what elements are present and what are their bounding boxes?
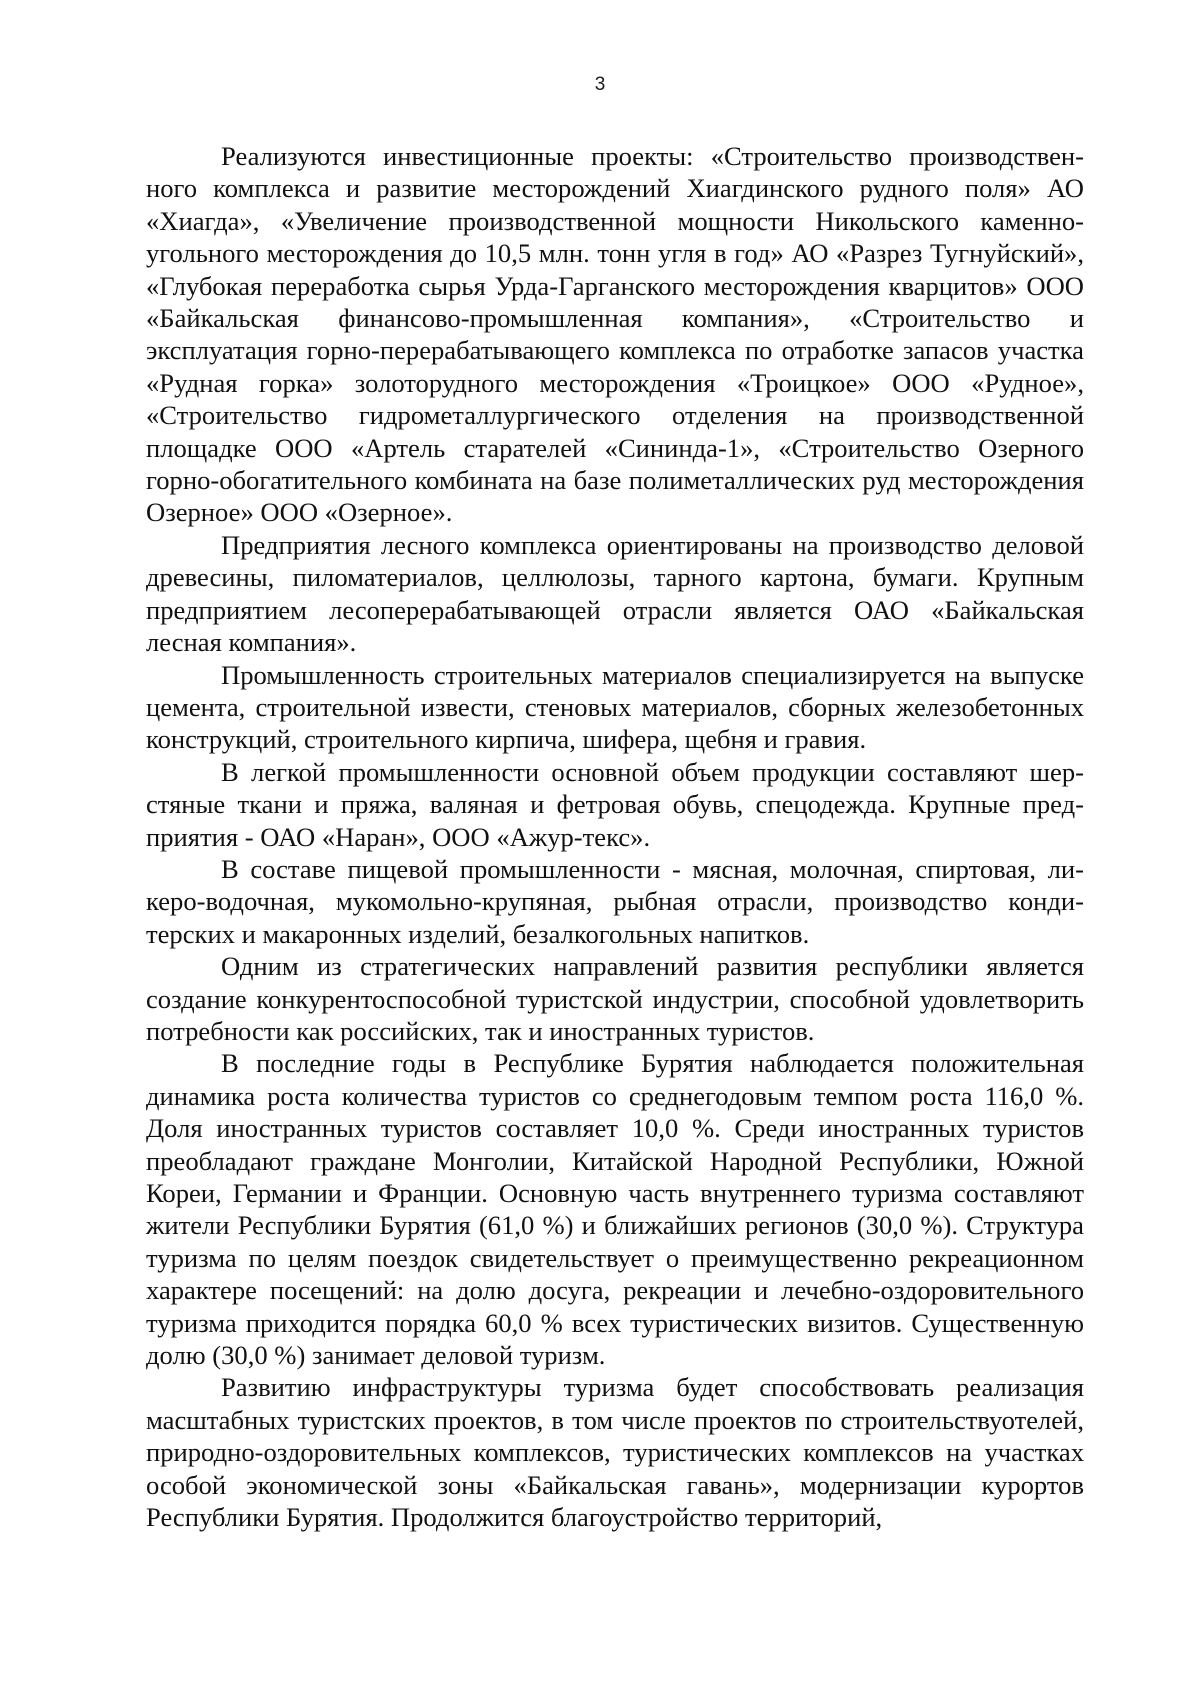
- page-number: 3: [594, 74, 606, 95]
- paragraph-tourism-infrastructure: Развитию инфраструктуры туризма будет способствовать реализация масштабных туристских проектов, в том числе проектов по строительствуотелей, природно-оздоровительных комплексов, туристических комплексов на участках особой экономической зоны «Байкальская гавань», модернизации курортов Республики Бурятия. Продолжится благоустройство территорий,: [146, 1372, 1084, 1533]
- paragraph-tourism-dynamics: В последние годы в Республике Бурятия наблюдается положительная динамика роста количества туристов со среднегодовым темпом роста 116,0 %. Доля иностранных туристов составляет 10,0 %. Среди иностранных туристов преобладают граждане Монголии, Китайской Народной Республики, Южной Кореи, Германии и Франции. Основную часть внутреннего туризма составляют жители Республики Бурятия (61,0 %) и ближайших регионов (30,0 %). Структура туризма по целям поездок свидетельствует о преимущественно рекреационном характере посещений: на долю досуга, рекреации и лечебно-оздоровительного туризма приходится порядка 60,0 % всех туристических визитов. Существенную долю (30,0 %) занимает деловой туризм.: [146, 1048, 1084, 1371]
- paragraph-investment-projects: Реализуются инвестиционные проекты: «Строительство производственного комплекса и развитие месторождений Хиагдинского рудного поля» АО «Хиагда», «Увеличение производственной мощности Никольского каменноугольного месторождения до 10,5 млн. тонн угля в год» АО «Разрез Тугнуйский», «Глубокая переработка сырья Урда-Гарганского месторождения кварцитов» ООО «Байкальская финансово-промышленная компания», «Строительство и эксплуатация горно-перерабатывающего комплекса по отработке запасов участка «Рудная горка» золоторудного месторождения «Троицкое» ООО «Рудное», «Строительство гидрометаллургического отделения на производственной площадке ООО «Артель старателей «Сининда-1», «Строительство Озерного горно-обогатительного комбината на базе полиметаллических руд месторождения Озерное» ООО «Озерное».: [146, 141, 1084, 528]
- body-text: [146, 140, 1084, 1533]
- paragraph-building-materials: Промышленность строительных материалов специализируется на выпуске цемента, строительной извести, стеновых материалов, сборных железобетонных конструкций, строительного кирпича, шифера, щебня и гравия.: [146, 659, 1084, 755]
- paragraph-tourism-strategy: Одним из стратегических направлений развития республики является создание конкурентоспособной туристской индустрии, способной удовлетворить потребности как российских, так и иностранных туристов.: [146, 951, 1084, 1046]
- paragraph-forest-industry: Предприятия лесного комплекса ориентированы на производство деловой древесины, пиломатериалов, целлюлозы, тарного картона, бумаги. Крупным предприятием лесоперерабатывающей отрасли является ОАО «Байкальская лесная компания».: [146, 529, 1084, 658]
- paragraph-food-industry: В составе пищевой промышленности - мясная, молочная, спиртовая, ликеро-водочная, мукомольно-крупяная, рыбная отрасли, производство кондитерских и макаронных изделий, безалкогольных напитков.: [146, 853, 1084, 949]
- paragraph-light-industry: В легкой промышленности основной объем продукции составляют шерстяные ткани и пряжа, валяная и фетровая обувь, спецодежда. Крупные предприятия - ОАО «Наран», ООО «Ажур-текс».: [146, 756, 1084, 852]
